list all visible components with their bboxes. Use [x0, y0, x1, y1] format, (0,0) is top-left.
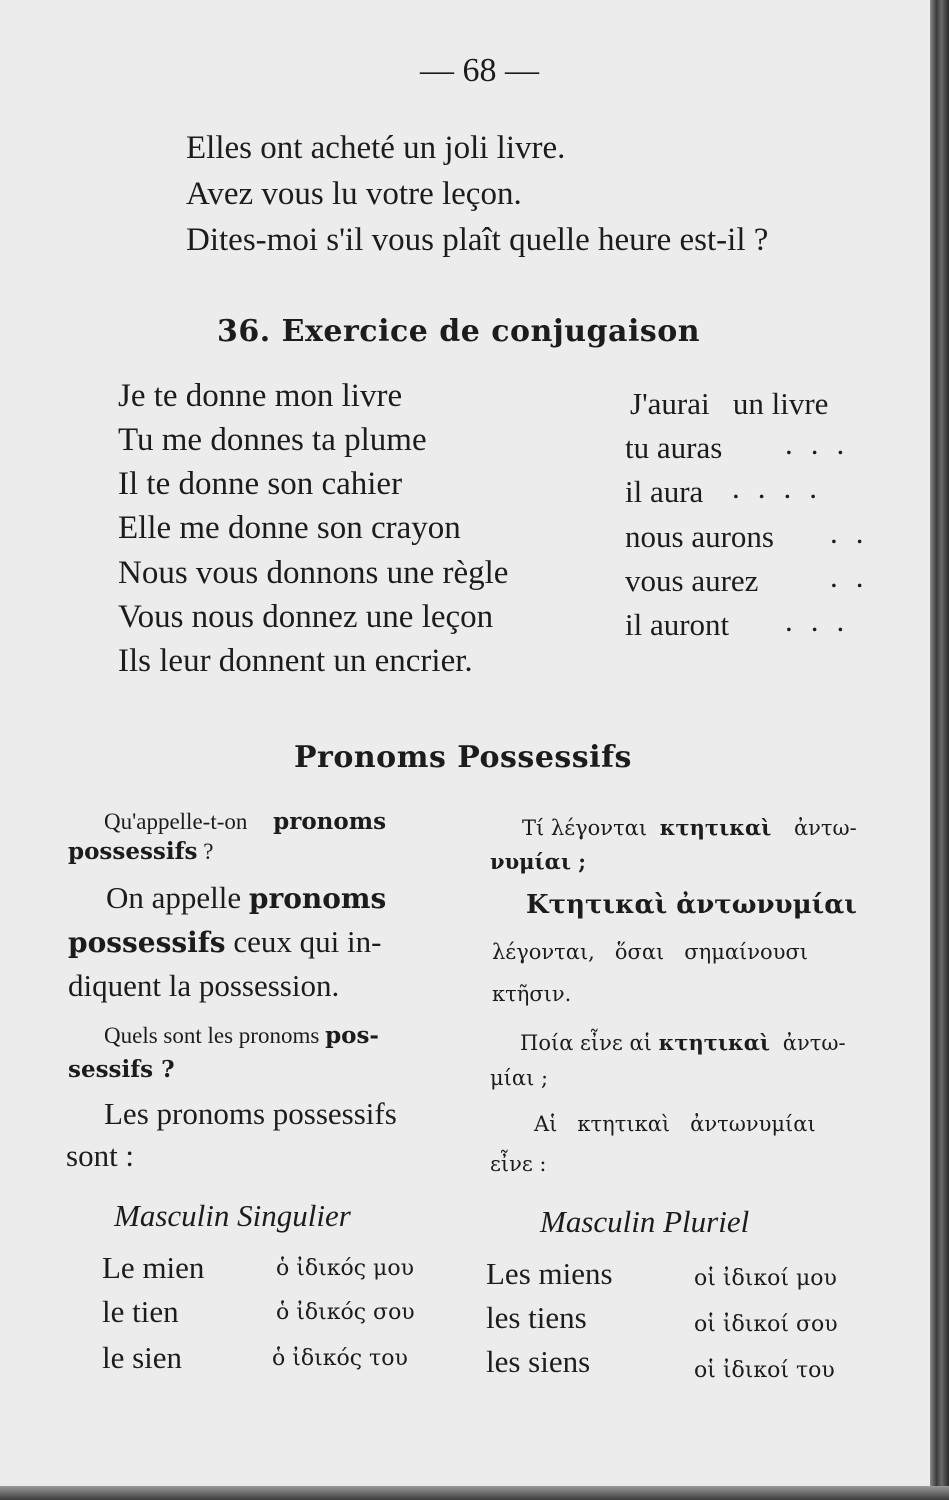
q2-gr-text: Ποία εἶνε αἱ — [520, 1031, 652, 1055]
conj-left-line-5: Nous vous donnons une règle — [118, 555, 509, 591]
q1-fr-term: pronoms — [273, 808, 387, 835]
intro-line-2: Avez vous lu votre leçon. — [186, 176, 522, 212]
table-row-2-fr-pl: les tiens — [486, 1300, 587, 1335]
a1-fr-line-1 — [106, 880, 386, 916]
table-row-1-gr-pl: οἱ ἰδικοί μου — [694, 1266, 837, 1291]
conj-left-line-3: Il te donne son cahier — [118, 466, 403, 502]
conj-left-line-2: Tu me donnes ta plume — [118, 422, 427, 458]
page-edge-right — [930, 0, 949, 1500]
table-row-2-gr-pl: οἱ ἰδικοί σου — [694, 1312, 838, 1337]
a1-gr-line-3: κτῆσιν. — [492, 982, 572, 1006]
table-row-3-gr-pl: οἱ ἰδικοί του — [694, 1358, 835, 1383]
section-title: Pronoms Possessifs — [294, 740, 632, 775]
conj-right-dots-2: ... — [785, 426, 863, 461]
page-edge-bottom — [0, 1486, 949, 1500]
a2-gr-line-2: εἶνε : — [490, 1152, 547, 1176]
a1-gr-line-2: λέγονται, ὅσαι σημαίνουσι — [492, 940, 809, 964]
exercise-title: Exercice de conjugaison — [281, 314, 701, 349]
q2-fr-term: pos- — [325, 1022, 379, 1049]
conj-right-line-6: il auront — [625, 607, 730, 642]
conj-right-dots-3: .... — [732, 470, 835, 505]
q1-gr-term-2: ἀντω- — [793, 816, 857, 840]
q2-fr-line-2: sessifs ? — [68, 1056, 175, 1083]
q2-gr-line-1 — [520, 1030, 846, 1055]
q2-gr-term-2: ἀντω- — [782, 1031, 846, 1055]
exercise-heading — [217, 314, 700, 349]
conj-right-line-3: il aura — [625, 474, 704, 509]
q2-fr-line-1 — [104, 1022, 379, 1049]
conj-left-line-1: Je te donne mon livre — [118, 378, 403, 414]
conj-right-dots-6: ... — [785, 603, 863, 638]
q1-fr-qmark: ? — [197, 839, 214, 864]
q2-gr-line-2: μίαι ; — [490, 1066, 549, 1090]
table-row-3-fr-pl: les siens — [486, 1344, 591, 1379]
conj-right-line-2: tu auras — [625, 430, 723, 465]
conj-right-line-5: vous aurez — [625, 563, 759, 598]
conj-left-line-4: Elle me donne son crayon — [118, 510, 461, 546]
intro-line-1: Elles ont acheté un joli livre. — [186, 130, 566, 166]
q2-fr-text: Quels sont les pronoms — [104, 1023, 320, 1048]
q1-fr-line-2 — [68, 838, 213, 865]
a1-fr-term: pronoms — [248, 882, 387, 915]
a1-fr-text: On appelle — [106, 880, 242, 915]
q1-gr-line-1 — [522, 815, 857, 840]
a1-fr-line-3: diquent la possession. — [68, 968, 340, 1003]
table-head-singular: Masculin Singulier — [114, 1198, 351, 1233]
table-row-3-gr-sg: ὁ ἰδικός του — [272, 1346, 408, 1371]
a2-fr-line-2: sont : — [66, 1138, 135, 1173]
table-row-1-gr-sg: ὁ ἰδικός μου — [276, 1256, 414, 1281]
a1-fr-text-2: ceux qui in- — [225, 924, 382, 959]
conj-right-line-4: nous aurons — [625, 519, 774, 554]
q1-fr-line-1 — [104, 808, 386, 835]
conj-right-line-1: J'aurai un livre — [630, 386, 829, 421]
a1-fr-line-2 — [68, 924, 381, 960]
q1-gr-text: Τί λέγονται — [522, 816, 648, 840]
a2-fr-line-1: Les pronoms possessifs — [104, 1096, 397, 1131]
conj-right-dots-5: .. — [830, 559, 882, 594]
intro-line-3: Dites-moi s'il vous plaît quelle heure est-il ? — [186, 222, 769, 258]
conj-left-line-7: Ils leur donnent un encrier. — [118, 643, 473, 679]
conj-right-dots-4: .. — [830, 515, 882, 550]
a1-fr-term-2: possessifs — [68, 926, 226, 959]
q1-gr-term: κτητικαὶ — [659, 815, 772, 840]
table-row-2-fr-sg: le tien — [102, 1294, 179, 1329]
table-row-2-gr-sg: ὁ ἰδικός σου — [276, 1300, 415, 1325]
table-row-1-fr-pl: Les miens — [486, 1256, 613, 1291]
conj-left-line-6: Vous nous donnez une leçon — [118, 599, 494, 635]
exercise-number: 36. — [217, 314, 271, 349]
q1-fr-text: Qu'appelle-t-on — [104, 809, 248, 834]
q1-gr-line-2: νυμίαι ; — [490, 849, 587, 874]
table-row-3-fr-sg: le sien — [102, 1340, 183, 1375]
a1-gr-line-1: Κτητικαὶ ἀντωνυμίαι — [526, 890, 857, 920]
table-row-1-fr-sg: Le mien — [102, 1250, 205, 1285]
table-head-plural: Masculin Pluriel — [540, 1204, 750, 1239]
a2-gr-line-1: Αἱ κτητικαὶ ἀντωνυμίαι — [534, 1112, 816, 1136]
q2-gr-term: κτητικαὶ — [658, 1030, 771, 1055]
page-number: — 68 — — [420, 52, 539, 89]
q1-fr-term-2: possessifs — [68, 838, 198, 865]
